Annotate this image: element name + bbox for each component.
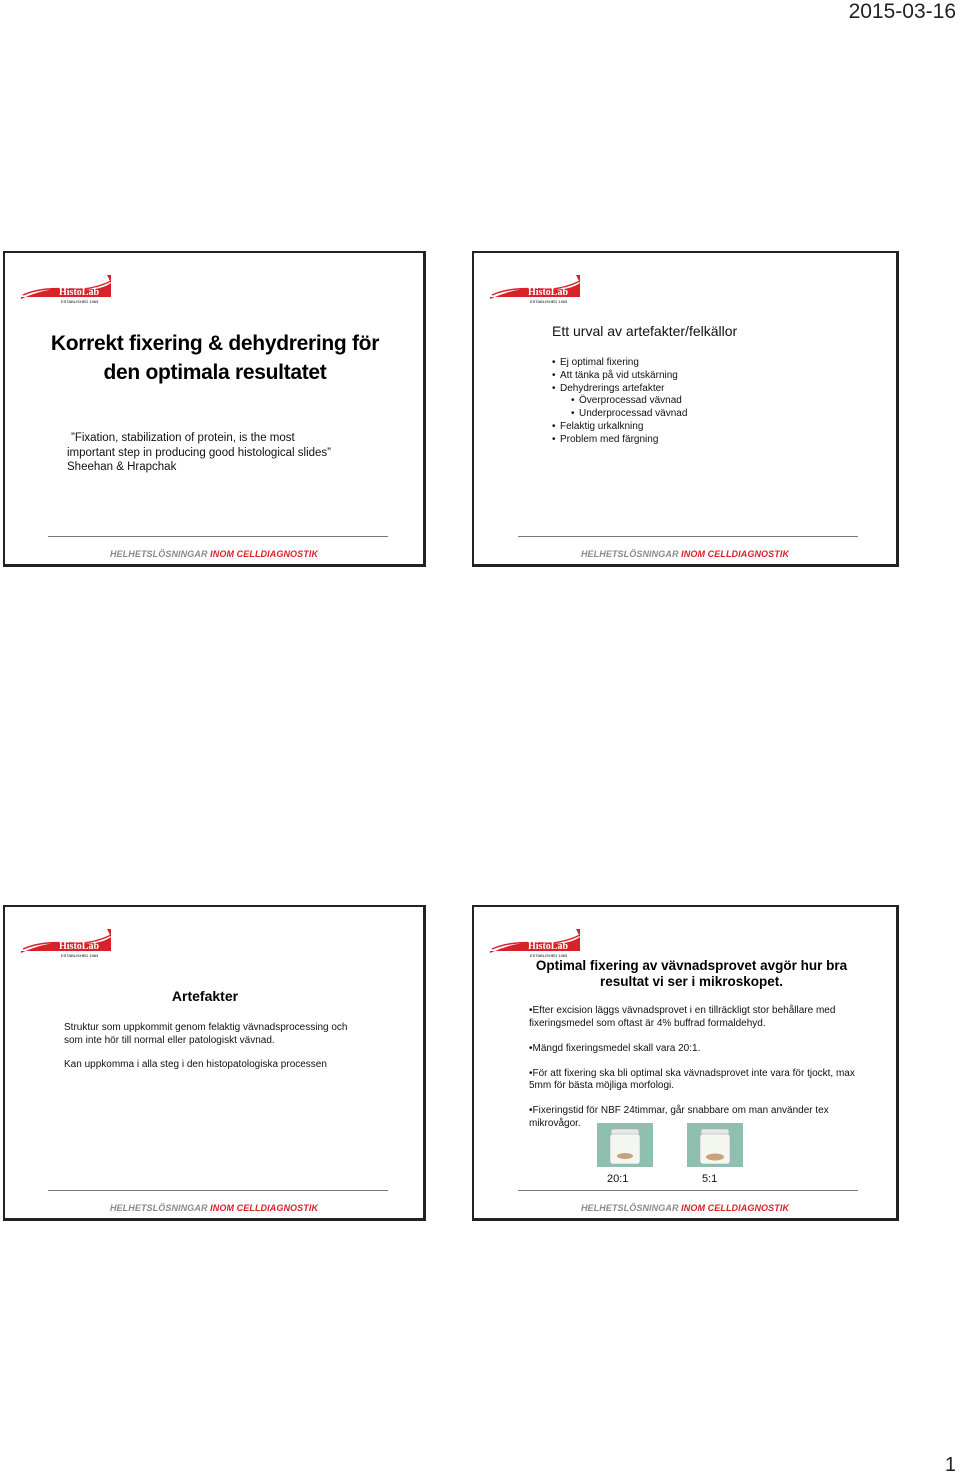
slide-footer: HELHETSLÖSNINGAR INOM CELLDIAGNOSTIK (109, 549, 319, 559)
jar-label-20-1: 20:1 (607, 1173, 629, 1185)
page-date: 2015-03-16 (848, 0, 956, 23)
list-item: • Att tänka på vid utskärning (552, 369, 678, 381)
slide-3 (3, 905, 426, 1221)
slide-footer: HELHETSLÖSNINGAR INOM CELLDIAGNOSTIK (580, 1203, 790, 1213)
histolab-logo (21, 273, 113, 305)
list-item: •För att fixering ska bli optimal ska vävnadsprovet inte vara för tjockt, max 5mm för bästa möjliga morfologi. (529, 1067, 855, 1092)
footer-divider (48, 536, 388, 537)
svg-text:HistoLab: HistoLab (528, 287, 569, 298)
footer-divider (48, 1190, 388, 1191)
svg-text:ESTABLISHED 1963: ESTABLISHED 1963 (61, 299, 99, 304)
list-item: •Efter excision läggs vävnadsprovet i en tillräckligt stor behållare med fixeringsmedel som oftast är 4% buffrad formaldehyd. (529, 1005, 836, 1029)
slide-1-title: Korrekt fixering & dehydrering för den optimala resultatet (50, 332, 380, 384)
histolab-logo (490, 273, 582, 305)
svg-text:HistoLab: HistoLab (59, 287, 100, 298)
histolab-logo (490, 927, 582, 959)
slide-1-quote: ”Fixation, stabilization of protein, is the most important step in producing good histological slides” Sheehan & Hrapchak (67, 432, 332, 473)
svg-text:HistoLab: HistoLab (528, 941, 569, 952)
footer-divider (518, 536, 858, 537)
jar-20-1-image (597, 1123, 653, 1167)
jar-label-5-1: 5:1 (702, 1173, 718, 1185)
svg-text:ESTABLISHED 1963: ESTABLISHED 1963 (530, 299, 568, 304)
jar-5-1-image (687, 1123, 743, 1167)
slide-1 (3, 251, 426, 567)
list-item: • Felaktig urkalkning (552, 420, 644, 432)
svg-text:HistoLab: HistoLab (59, 941, 100, 952)
list-item: • Underprocessad vävnad (571, 408, 688, 420)
svg-text:ESTABLISHED 1963: ESTABLISHED 1963 (61, 953, 99, 958)
histolab-logo (21, 927, 113, 959)
slide-footer: HELHETSLÖSNINGAR INOM CELLDIAGNOSTIK (580, 549, 790, 559)
footer-divider (518, 1190, 858, 1191)
artefact-list (552, 357, 687, 447)
svg-text:ESTABLISHED 1963: ESTABLISHED 1963 (530, 953, 568, 958)
slide-3-body: Struktur som uppkommit genom felaktig vävnadsprocessing och som inte hör till normal eller patologiskt vävnad. Kan uppkomma i alla steg i den histopatologiska processen (64, 1022, 348, 1070)
slide-footer: HELHETSLÖSNINGAR INOM CELLDIAGNOSTIK (109, 1203, 319, 1213)
list-item: • Dehydrerings artefakter (552, 382, 665, 394)
list-item: •Mängd fixeringsmedel skall vara 20:1. (529, 1042, 701, 1054)
list-item: • Problem med färgning (552, 433, 659, 445)
list-item: • Ej optimal fixering (552, 357, 639, 368)
slide-4-title: Optimal fixering av vävnadsprovet avgör hur bra resultat vi ser i mikroskopet. (535, 958, 848, 989)
list-item: •Fixeringstid för NBF 24timmar, går snabbare om man använder tex mikrovågor. (529, 1105, 829, 1130)
slide-2 (472, 251, 899, 567)
slide-4 (472, 905, 899, 1221)
slide-3-title: Artefakter (171, 988, 239, 1004)
list-item: • Överprocessad vävnad (571, 395, 682, 407)
page-number: 1 (944, 1454, 956, 1476)
slide-2-title: Ett urval av artefakter/felkällor (552, 323, 738, 339)
